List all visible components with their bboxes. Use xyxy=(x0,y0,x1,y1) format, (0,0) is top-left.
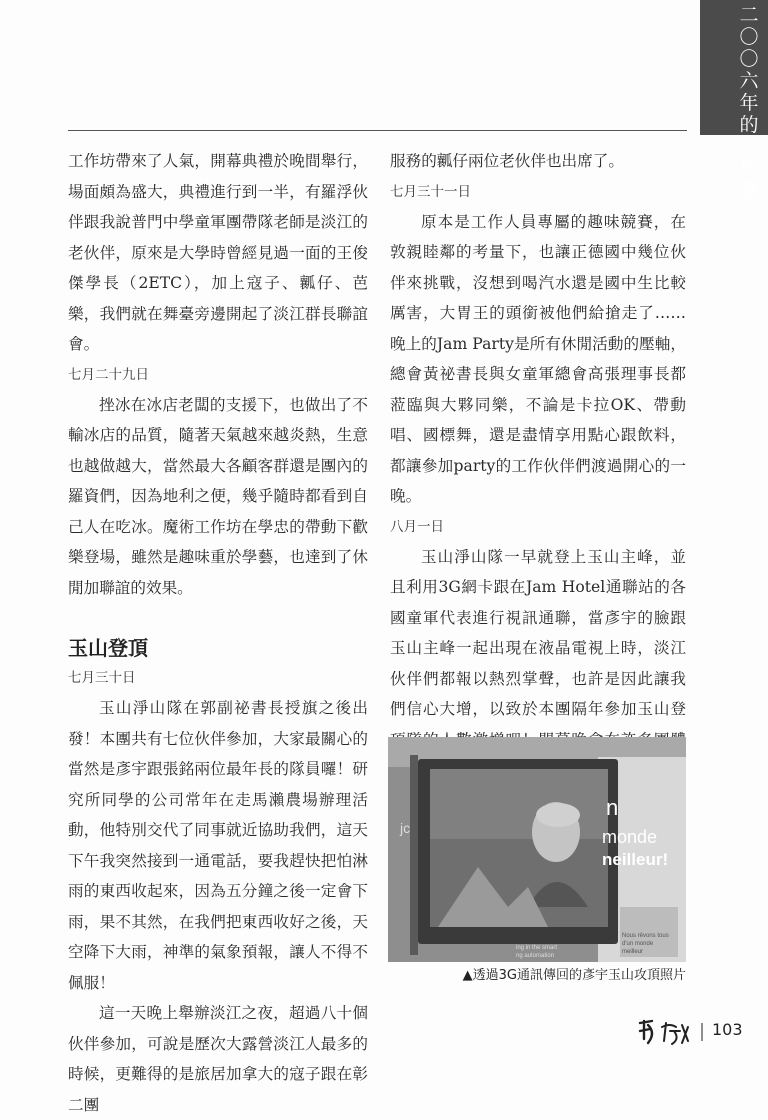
date-heading: 七月三十一日 xyxy=(390,183,471,200)
date-heading: 七月三十日 xyxy=(68,670,136,686)
paragraph: 挫冰在冰店老闆的支援下，也做出了不輸冰店的品質，隨著天氣越來越炎熱，生意也越做越大，當然最大各顧客群還是團內的羅資們，因為地利之便，幾乎隨時都看到自己人在吃冰。魔術工作坊在學忠的帶動下歡樂登場，雖然是趣味重於學藝，也達到了休閒加聯誼的效果。 xyxy=(68,395,368,597)
paragraph: 玉山淨山隊在郭副祕書長授旗之後出發！本團共有七位伙伴參加，大家最關心的當然是彥宇跟張銘兩位最年長的隊員囉！研究所同學的公司常年在走馬瀨農場辦理活動，他特別交代了同事就近協助我們，這天下午我突然接到一通電話，要我趕快把怕淋雨的東西收起來，因為五分鐘之後一定會下雨，果不其然，在我們把東西收好之後，天空降下大雨，神準的氣象預報，讓人不得不佩服！ xyxy=(68,699,368,992)
paragraph: 服務的瓤仔兩位老伙伴也出席了。 xyxy=(390,152,624,170)
left-column xyxy=(68,146,368,1120)
photo-text-n: n xyxy=(606,795,619,820)
spacer xyxy=(68,603,368,633)
photo-text-monde: monde xyxy=(602,827,658,847)
paragraph: 玉山淨山隊一早就登上玉山主峰，並且利用3G網卡跟在Jam Hotel通聯站的各國童軍代表進行視訊通聯，當彥宇的臉跟玉山主峰一起出現在液晶電視上時，淡江伙伴們都報以熱烈掌聲，也許是因此讓我們信心大增，以致於本團隔年參加玉山登 xyxy=(390,547,686,718)
paragraph: 原本是工作人員專屬的趣味競賽，在敦親睦鄰的考量下，也讓正德國中幾位伙伴來挑戰，沒想到喝汽水還是國中生比較厲害，大胃王的頭銜被他們給搶走了……晚上的Jam Party是所有休閒活動的壓軸，總會黃祕書長與女童軍總會高張理事長都蒞臨與大夥同樂，不論是卡拉OK、帶動唱、國標舞，還是盡情享用點心跟飲料，都讓參加party的工作伙伴們渡過開心的一晚。 xyxy=(390,212,686,505)
photo-text-jc: jc xyxy=(400,820,411,836)
photo-illustration xyxy=(388,737,686,962)
paragraph: 這一天晚上舉辦淡江之夜，超過八十個伙伴參加，可說是歷次大露營淡江人最多的時候，更難得的是旅居加拿大的寇子跟在彰二團 xyxy=(68,1004,368,1114)
page-footer xyxy=(636,1017,746,1045)
summit-photo xyxy=(388,737,686,962)
photo-small-1: Nous rêvons tous xyxy=(622,933,669,939)
magazine-signature-logo xyxy=(636,1017,706,1045)
date-heading: 七月二十九日 xyxy=(68,366,149,383)
photo-small-4: ing in the smart xyxy=(516,945,558,951)
paragraph: 工作坊帶來了人氣，開幕典禮於晚間舉行，場面頗為盛大，典禮進行到一半，有羅浮伙伴跟我說普門中學童軍團帶隊老師是淡江的老伙伴，原來是大學時曾經見過一面的王俊傑學長（2ETC），加上寇子、瓤仔、芭樂，我們就在舞臺旁邊開起了淡江群長聯誼會。 xyxy=(68,152,368,353)
header-rule xyxy=(68,130,687,131)
section-heading: 玉山登頂 xyxy=(68,636,148,660)
photo-text-meilleur: neilleur! xyxy=(602,850,669,869)
date-heading: 八月一日 xyxy=(390,518,444,535)
section-title-vertical: 二〇〇六年的走馬灘 xyxy=(739,4,759,202)
right-column xyxy=(390,146,686,816)
photo-small-5: ng automation xyxy=(516,953,555,959)
photo-small-2: d'un monde xyxy=(622,941,654,947)
page-number: 103 xyxy=(712,1020,743,1039)
section-tab xyxy=(700,0,768,202)
photo-small-3: meilleur xyxy=(622,949,644,955)
photo-caption: ▲透過3G通訊傳回的彥宇玉山攻頂照片 xyxy=(462,968,686,983)
